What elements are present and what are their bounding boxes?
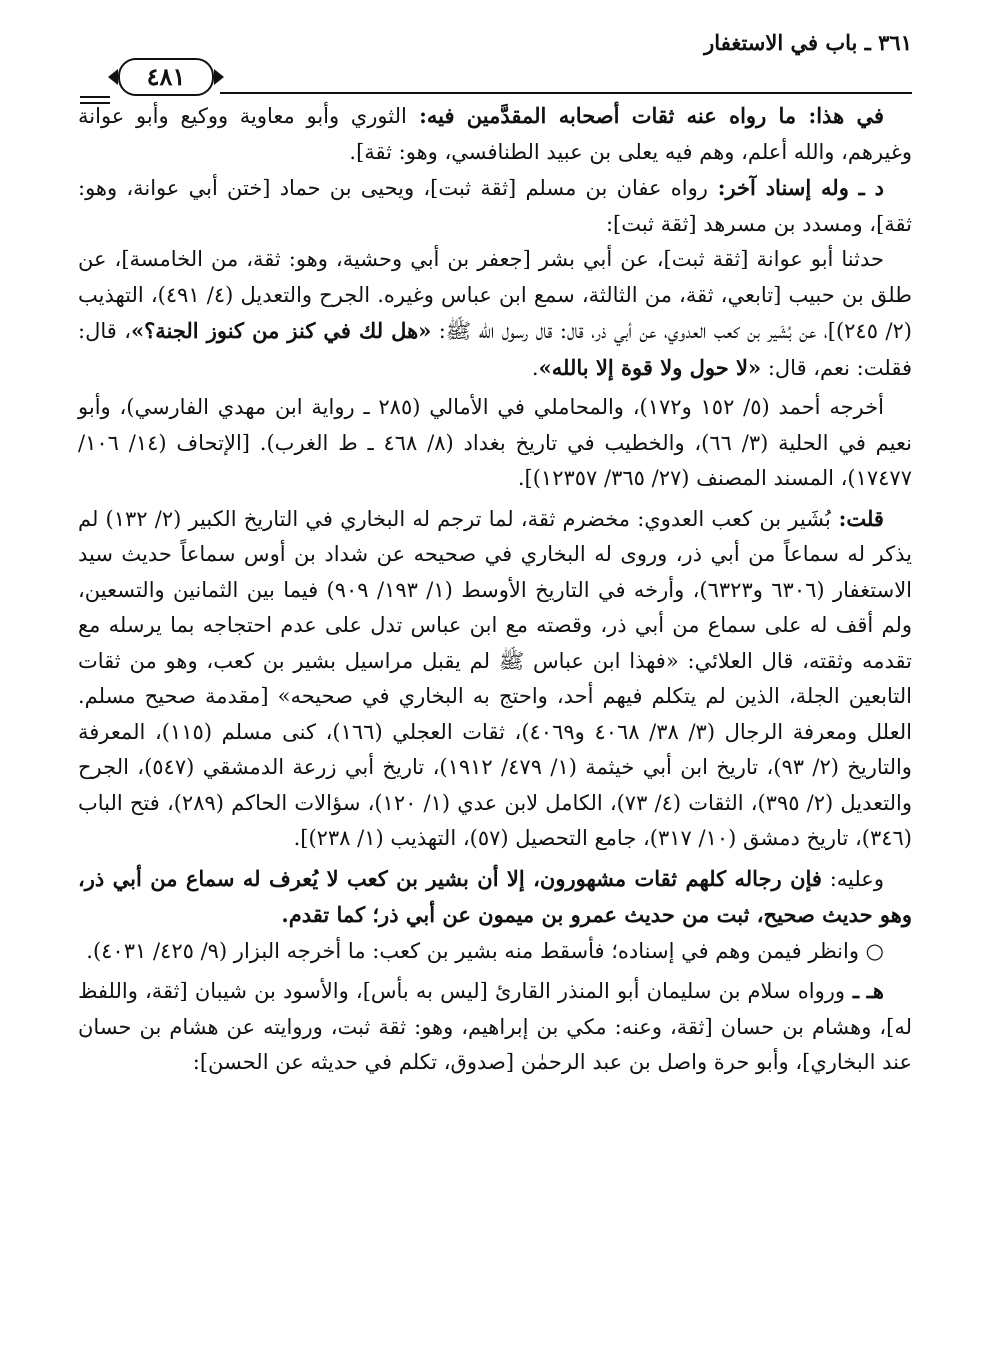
paragraph [78,861,912,934]
body-text [78,98,912,1081]
text-segment: . [531,355,539,380]
text-segment: الثوري وأبو معاوية ووكيع وأبو عوانة وغيرهم، والله أعلم، وهم فيه يعلى بن عبيد الطنافسي، وهو: ثقة]. [78,104,912,164]
paragraph [78,973,912,1081]
text-segment: ○ وانظر فيمن وهم في إسناده؛ فأسقط منه بشير بن كعب: ما أخرجه البزار (٩/ ٤٢٥/ ٤٠٣١). [86,938,884,963]
paragraph [78,98,912,170]
text-segment: ، قال: فقلت: نعم، قال: [78,319,912,380]
text-segment: في هذا: ما رواه عنه ثقات أصحابه المقدَّمين فيه: [406,103,884,128]
paragraph [78,934,912,970]
text-segment: حدثنا أبو عوانة [ثقة ثبت]، عن أبي بشر [جعفر بن أبي وحشية، وهو: ثقة، من الخامسة]، عن طلق بن حبيب [تابعي، ثقة، من الثالثة، سمع ابن عباس وغيره. الجرح والتعديل (٤/ ٤٩١)، التهذيب (٢/ ٢٤٥)]، عن بُشَير بن كعب العدوي، عن أبي ذر، قال: قال رسول الله ﷺ: [78,247,912,343]
text-segment: أخرجه أحمد (٥/ ١٥٢ و١٧٢)، والمحاملي في الأمالي (٢٨٥ ـ رواية ابن مهدي الفارسي)، وأبو نعيم في الحلية (٣/ ٦٦)، والخطيب في تاريخ بغداد (٨/ ٤٦٨ ـ ط الغرب). [الإتحاف (١٤/ ١٠٦/ ١٧٤٧٧)، المسند المصنف (٢٧/ ٣٦٥/ ١٢٣٥٧)]. [78,395,912,490]
paragraph [78,170,912,242]
text-segment: د ـ وله إسناد آخر: [707,175,885,200]
ornament-point-left [108,69,118,85]
hadith-text: «لا حول ولا قوة إلا بالله» [538,354,762,380]
conclusion-text: فإن رجاله كلهم ثقات مشهورون، إلا أن بشير بن كعب لا يُعرف له سماع من أبي ذر، وهو حديث صحيح، ثبت من حديث عمرو بن ميمون عن أبي ذر؛ كما تقدم. [78,865,912,927]
page-header [80,26,912,96]
text-segment: هـ ـ [845,978,884,1003]
text-segment: ورواه سلام بن سليمان أبو المنذر القارئ [ليس به بأس]، والأسود بن شيبان [ثقة، واللفظ له]، وهشام بن حسان [ثقة، وعنه: مكي بن إبراهيم، وهو: ثقة ثبت، وروايته عن هشام بن حسان عند البخاري]، وأبو حرة واصل بن عبد الرحمٰن [صدوق، تكلم في حديثه عن الحسن]: [78,979,912,1074]
paragraph [78,390,912,497]
ornament-point-right [214,69,224,85]
page-number: ٤٨١ [118,58,214,96]
text-segment: وعليه: [821,866,884,891]
paragraph [78,501,912,857]
text-segment: بُشَير بن كعب العدوي: مخضرم ثقة، لما ترجم له البخاري في التاريخ الكبير (٢/ ١٣٢) لم يذكر له سماعاً من أبي ذر، وروى له البخاري في صحيحه عن شداد بن أوس سماعاً حديث سيد الاستغفار (٦٣٠٦ و٦٣٢٣)، وأرخه في التاريخ الأوسط (١/ ١٩٣/ ٩٠٩) فيما بين الثمانين والتسعين، ولم أقف له على سماع من أبي ذر، وقصته مع ابن عباس تدل على عدم احتجاجه بما يرسله مع تقدمه وثقته، قال العلائي: «فهذا ابن عباس ﷺ لم يقبل مراسيل بشير بن كعب، وهو من ثقات التابعين الجلة، الذين لم يتكلم فيهم أحد، واحتج به البخاري في صحيحه» [مقدمة صحيح مسلم. العلل ومعرفة الرجال (٣/ ٣٨/ ٤٠٦٨ و٤٠٦٩)، ثقات العجلي (١٦٦)، كنى مسلم (١١٥)، المعرفة والتاريخ (٢/ ٩٣)، تاريخ ابن أبي خيثمة (١/ ٤٧٩/ ١٩١٢)، تاريخ أبي زرعة الدمشقي (٥٤٧)، الجرح والتعديل (٢/ ٣٩٥)، الثقات (٤/ ٧٣)، الكامل لابن عدي (١/ ١٢٠)، سؤالات الحاكم (٢٨٩)، فتح الباب (٣٤٦)، تاريخ دمشق (١٠/ ٣١٧)، جامع التحصيل (٥٧)، التهذيب (١/ ٢٣٨)]. [78,506,912,850]
hadith-text: «هل لك في كنز من كنوز الجنة؟» [130,318,432,343]
text-segment: قلت: [830,505,884,531]
running-head-title: ٣٦١ ـ باب في الاستغفار [704,30,912,55]
header-rule [220,92,912,94]
text-segment: رواه عفان بن مسلم [ثقة ثبت]، ويحيى بن حماد [ختن أبي عوانة، وهو: ثقة]، ومسدد بن مسرهد [ثقة ثبت]: [78,176,912,236]
paragraph [78,242,912,386]
